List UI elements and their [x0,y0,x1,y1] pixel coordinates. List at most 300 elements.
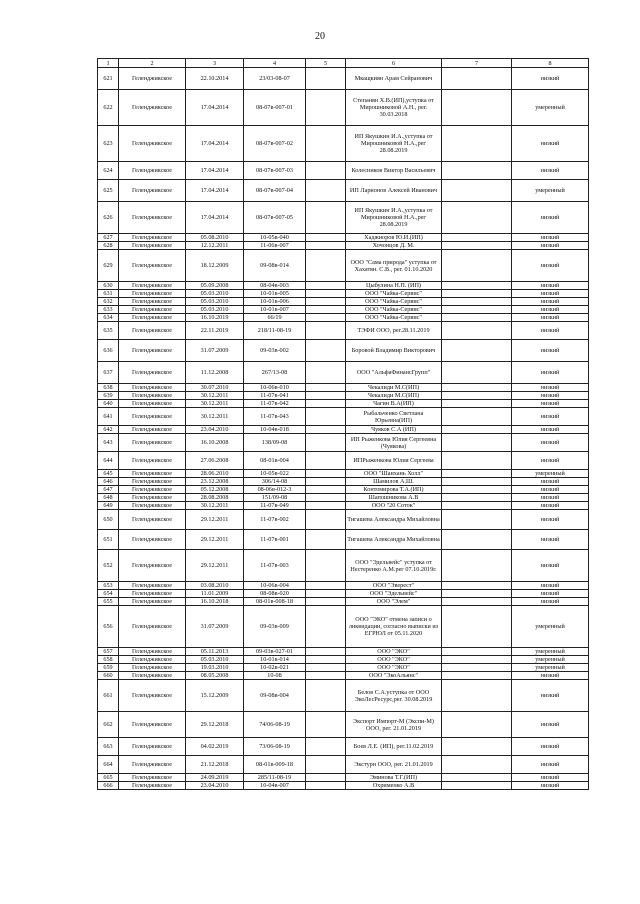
risk-level-cell: низкий [512,314,589,322]
license-number-cell: 11-07в-001 [244,530,306,550]
table-row [98,298,589,306]
region-cell: Геленджикское [119,362,186,384]
table-row [98,340,589,362]
column5-cell [306,486,346,494]
table-row [98,126,589,162]
date-cell: 22.10.2014 [186,68,244,90]
organization-cell: Мкащкиян Арам Сейранович [346,68,442,90]
risk-level-cell: низкий [512,362,589,384]
column7-cell [442,502,512,510]
column7-cell [442,510,512,530]
column5-cell [306,392,346,400]
license-number-cell: 11-07в-042 [244,400,306,408]
risk-level-cell: умеренный [512,90,589,126]
risk-level-cell: умеренный [512,606,589,648]
organization-cell: Чекалиди М.С(ИП) [346,392,442,400]
column7-cell [442,664,512,672]
column5-cell [306,322,346,340]
column-header: 3 [186,59,244,68]
organization-cell: ООО "ЭКО" [346,656,442,664]
column5-cell [306,234,346,242]
license-number-cell: 23/03-08-07 [244,68,306,90]
organization-cell: Боровой Владимир Викторович [346,340,442,362]
risk-level-cell: низкий [512,340,589,362]
date-cell: 17.04.2014 [186,180,244,202]
risk-level-cell: низкий [512,712,589,738]
table-row [98,180,589,202]
license-number-cell: 11-07в-003 [244,550,306,582]
row-number-cell: 636 [98,340,119,362]
risk-level-cell: низкий [512,494,589,502]
risk-level-cell: умеренный [512,470,589,478]
column5-cell [306,290,346,298]
row-number-cell: 624 [98,162,119,180]
region-cell: Геленджикское [119,392,186,400]
region-cell: Геленджикское [119,234,186,242]
date-cell: 17.04.2014 [186,162,244,180]
license-number-cell: 73/06-08-19 [244,738,306,756]
row-number-cell: 655 [98,598,119,606]
column7-cell [442,234,512,242]
date-cell: 19.03.2010 [186,664,244,672]
date-cell: 16.10.2008 [186,434,244,452]
region-cell: Геленджикское [119,550,186,582]
region-cell: Геленджикское [119,162,186,180]
row-number-cell: 623 [98,126,119,162]
table-row [98,606,589,648]
license-number-cell: 10-01в-006 [244,298,306,306]
row-number-cell: 654 [98,590,119,598]
region-cell: Геленджикское [119,680,186,712]
column5-cell [306,452,346,470]
column7-cell [442,486,512,494]
date-cell: 30.12.2011 [186,408,244,426]
column7-cell [442,250,512,282]
license-number-cell: 09-03в-002 [244,340,306,362]
column7-cell [442,656,512,664]
license-number-cell: 10-06в-004 [244,582,306,590]
region-cell: Геленджикское [119,582,186,590]
region-cell: Геленджикское [119,314,186,322]
date-cell: 05.11.2013 [186,648,244,656]
registry-table [97,58,589,790]
column5-cell [306,470,346,478]
column5-cell [306,664,346,672]
region-cell: Геленджикское [119,90,186,126]
license-number-cell: 08-06в-012-3 [244,486,306,494]
organization-cell: ООО "ЭКО" [346,648,442,656]
column7-cell [442,590,512,598]
risk-level-cell: низкий [512,126,589,162]
license-number-cell: 10-01в-005 [244,290,306,298]
date-cell: 16.10.2019 [186,314,244,322]
column7-cell [442,162,512,180]
region-cell: Геленджикское [119,470,186,478]
license-number-cell: 11-07в-002 [244,510,306,530]
column-header: 7 [442,59,512,68]
column5-cell [306,314,346,322]
organization-cell: Цыбулина Н.П. (ИП) [346,282,442,290]
organization-cell: Шамилов А.Ш. [346,478,442,486]
organization-cell: ИП Якушкин И.А.,уступка от Мирошниковой Н.А.,рег 28.08.2019 [346,202,442,234]
column5-cell [306,478,346,486]
column7-cell [442,242,512,250]
table-header-row [98,59,589,68]
column7-cell [442,530,512,550]
row-number-cell: 634 [98,314,119,322]
row-number-cell: 652 [98,550,119,582]
row-number-cell: 645 [98,470,119,478]
table-row [98,672,589,680]
license-number-cell: 08-01в-004 [244,452,306,470]
date-cell: 30.12.2011 [186,392,244,400]
column5-cell [306,426,346,434]
risk-level-cell: низкий [512,478,589,486]
risk-level-cell: низкий [512,408,589,426]
table-row [98,282,589,290]
organization-cell: ООО "Эдельвейс" уступка от Нестеренко А.М.рег 07.10.2019г. [346,550,442,582]
region-cell: Геленджикское [119,290,186,298]
column5-cell [306,550,346,582]
column7-cell [442,202,512,234]
license-number-cell: 10-01в-007 [244,306,306,314]
region-cell: Геленджикское [119,202,186,234]
column7-cell [442,282,512,290]
organization-cell: ООО "Эдельвейс" [346,590,442,598]
table-row [98,590,589,598]
row-number-cell: 649 [98,502,119,510]
table-row [98,648,589,656]
date-cell: 29.12.2011 [186,510,244,530]
column5-cell [306,250,346,282]
table-row [98,680,589,712]
license-number-cell: 08-07в-007-05 [244,202,306,234]
license-number-cell: 10-05в-040 [244,234,306,242]
table-row [98,738,589,756]
date-cell: 11.12.2008 [186,362,244,384]
table-row [98,392,589,400]
risk-level-cell: низкий [512,384,589,392]
column7-cell [442,322,512,340]
table-row [98,242,589,250]
column5-cell [306,162,346,180]
row-number-cell: 642 [98,426,119,434]
organization-cell: ООО "Чайка-Сервис" [346,298,442,306]
row-number-cell: 660 [98,672,119,680]
table-row [98,234,589,242]
organization-cell: ИП Ларионов Алексей Иванович [346,180,442,202]
page-number: 20 [315,31,325,42]
risk-level-cell: низкий [512,510,589,530]
risk-level-cell: низкий [512,598,589,606]
license-number-cell: 08-01в-008-18 [244,598,306,606]
date-cell: 24.09.2019 [186,774,244,782]
row-number-cell: 647 [98,486,119,494]
row-number-cell: 641 [98,408,119,426]
row-number-cell: 657 [98,648,119,656]
table-row [98,452,589,470]
table-row [98,400,589,408]
license-number-cell: 09-08в-004 [244,680,306,712]
date-cell: 30.12.2011 [186,502,244,510]
column7-cell [442,362,512,384]
license-number-cell: 11-07в-049 [244,502,306,510]
risk-level-cell: низкий [512,590,589,598]
organization-cell: ООО "АльфаФинансГрупп" [346,362,442,384]
column5-cell [306,384,346,392]
table-row [98,250,589,282]
risk-level-cell: низкий [512,530,589,550]
column7-cell [442,298,512,306]
risk-level-cell: низкий [512,452,589,470]
region-cell: Геленджикское [119,322,186,340]
column5-cell [306,510,346,530]
column7-cell [442,680,512,712]
date-cell: 05.03.2010 [186,298,244,306]
risk-level-cell: низкий [512,502,589,510]
row-number-cell: 638 [98,384,119,392]
risk-level-cell: низкий [512,582,589,590]
license-number-cell: 10-06в-010 [244,384,306,392]
license-number-cell: 306/14-08 [244,478,306,486]
license-number-cell: 151/09-08 [244,494,306,502]
date-cell: 17.04.2014 [186,90,244,126]
column-header: 4 [244,59,306,68]
risk-level-cell: низкий [512,234,589,242]
row-number-cell: 626 [98,202,119,234]
region-cell: Геленджикское [119,598,186,606]
risk-level-cell: низкий [512,298,589,306]
organization-cell: Чуяков С.А (ИП) [346,426,442,434]
region-cell: Геленджикское [119,434,186,452]
license-number-cell: 08-08в-020 [244,590,306,598]
license-number-cell: 10-02в-021 [244,664,306,672]
column5-cell [306,738,346,756]
risk-level-cell: низкий [512,738,589,756]
date-cell: 23.04.2010 [186,782,244,790]
organization-cell: Хаджиоров Ю.И.(ИП) [346,234,442,242]
risk-level-cell: низкий [512,290,589,298]
license-number-cell: 10-05в-022 [244,470,306,478]
risk-level-cell: низкий [512,680,589,712]
region-cell: Геленджикское [119,672,186,680]
column7-cell [442,306,512,314]
date-cell: 21.12.2018 [186,756,244,774]
risk-level-cell: низкий [512,434,589,452]
row-number-cell: 663 [98,738,119,756]
column-header: 1 [98,59,119,68]
license-number-cell: 267/13-08 [244,362,306,384]
risk-level-cell: низкий [512,242,589,250]
organization-cell: Контомирова Т.А.(ИП) [346,486,442,494]
column5-cell [306,502,346,510]
risk-level-cell: низкий [512,782,589,790]
risk-level-cell: низкий [512,400,589,408]
table-row [98,162,589,180]
region-cell: Геленджикское [119,590,186,598]
organization-cell: Эминова Т.Г.(ИП) [346,774,442,782]
region-cell: Геленджикское [119,486,186,494]
table-row [98,434,589,452]
table-row [98,656,589,664]
column5-cell [306,648,346,656]
organization-cell: Хочонцов Д. М. [346,242,442,250]
organization-cell: ООО "ЭкоАльянс" [346,672,442,680]
row-number-cell: 646 [98,478,119,486]
date-cell: 29.12.2018 [186,712,244,738]
table-row [98,494,589,502]
license-number-cell: 08-07в-007-02 [244,126,306,162]
row-number-cell: 659 [98,664,119,672]
date-cell: 16.10.2018 [186,598,244,606]
license-number-cell: 10-04в-007 [244,782,306,790]
date-cell: 08.05.2008 [186,672,244,680]
column7-cell [442,672,512,680]
table-row [98,510,589,530]
date-cell: 23.12.2008 [186,478,244,486]
table-row [98,426,589,434]
table-row [98,290,589,298]
license-number-cell: 11-07в-041 [244,392,306,400]
column5-cell [306,598,346,606]
region-cell: Геленджикское [119,340,186,362]
risk-level-cell: умеренный [512,180,589,202]
row-number-cell: 622 [98,90,119,126]
license-number-cell: 10-04в-018 [244,426,306,434]
column7-cell [442,400,512,408]
region-cell: Геленджикское [119,298,186,306]
license-number-cell: 08-07в-007-01 [244,90,306,126]
region-cell: Геленджикское [119,664,186,672]
risk-level-cell: низкий [512,756,589,774]
column7-cell [442,712,512,738]
row-number-cell: 656 [98,606,119,648]
date-cell: 05.08.2010 [186,234,244,242]
column5-cell [306,434,346,452]
table-row [98,502,589,510]
date-cell: 27.06.2008 [186,452,244,470]
license-number-cell: 09-03в-009 [244,606,306,648]
row-number-cell: 664 [98,756,119,774]
column7-cell [442,648,512,656]
region-cell: Геленджикское [119,400,186,408]
column7-cell [442,582,512,590]
row-number-cell: 637 [98,362,119,384]
region-cell: Геленджикское [119,648,186,656]
organization-cell: Белов С.А.уступка от ООО ЭкоЛесРесурс,рег. 30.08.2019 [346,680,442,712]
table-row [98,774,589,782]
organization-cell: Колесников Виктор Васильевич [346,162,442,180]
row-number-cell: 632 [98,298,119,306]
organization-cell: Рыбальченко Светлана Юрьевна(ИП) [346,408,442,426]
column7-cell [442,470,512,478]
column7-cell [442,90,512,126]
organization-cell: Экстурн ООО, рег. 21.01.2019 [346,756,442,774]
license-number-cell: 08-04в-003 [244,282,306,290]
organization-cell: Тигашева Александра Михайловна [346,530,442,550]
license-number-cell: 138/09-08 [244,434,306,452]
organization-cell: Тигашева Александра Михайловна [346,510,442,530]
column7-cell [442,756,512,774]
column7-cell [442,68,512,90]
risk-level-cell: низкий [512,162,589,180]
license-number-cell: 10-01в-014 [244,656,306,664]
column7-cell [442,392,512,400]
region-cell: Геленджикское [119,408,186,426]
organization-cell: ООО "Элем" [346,598,442,606]
column5-cell [306,90,346,126]
organization-cell: ТЭФИ ООО, рег.28.11.2019 [346,322,442,340]
organization-cell: ООО "Сама природа" уступка от Хахатян. С.В., рег. 01.10.2020 [346,250,442,282]
date-cell: 11.01.2009 [186,590,244,598]
organization-cell: ООО "ЭКО" [346,664,442,672]
license-number-cell: 08-07в-007-03 [244,162,306,180]
table-row [98,384,589,392]
row-number-cell: 653 [98,582,119,590]
organization-cell: ООО "Шанхань Холл" [346,470,442,478]
column7-cell [442,494,512,502]
column5-cell [306,672,346,680]
date-cell: 12.12.2011 [186,242,244,250]
region-cell: Геленджикское [119,68,186,90]
table-row [98,782,589,790]
column5-cell [306,68,346,90]
table-row [98,712,589,738]
date-cell: 22.11.2019 [186,322,244,340]
column5-cell [306,180,346,202]
row-number-cell: 665 [98,774,119,782]
row-number-cell: 627 [98,234,119,242]
table-row [98,756,589,774]
license-number-cell: 285/11-08-19 [244,774,306,782]
row-number-cell: 631 [98,290,119,298]
organization-cell: ООО "ЭКО" отмена записи о ликвидации, согласно выписки из ЕГРЮЛ от 05.11.2020 [346,606,442,648]
license-number-cell: 74/06-08-19 [244,712,306,738]
region-cell: Геленджикское [119,712,186,738]
table-row [98,550,589,582]
risk-level-cell: низкий [512,306,589,314]
risk-level-cell: низкий [512,282,589,290]
license-number-cell: 08-07в-007-04 [244,180,306,202]
region-cell: Геленджикское [119,738,186,756]
risk-level-cell: умеренный [512,664,589,672]
organization-cell: ООО "Эверест" [346,582,442,590]
table-row [98,306,589,314]
column7-cell [442,738,512,756]
column5-cell [306,408,346,426]
region-cell: Геленджикское [119,510,186,530]
region-cell: Геленджикское [119,282,186,290]
table-row [98,68,589,90]
row-number-cell: 630 [98,282,119,290]
table-row [98,664,589,672]
organization-cell: ООО "20 Соток" [346,502,442,510]
table-row [98,486,589,494]
column5-cell [306,590,346,598]
row-number-cell: 628 [98,242,119,250]
region-cell: Геленджикское [119,494,186,502]
region-cell: Геленджикское [119,774,186,782]
license-number-cell: 09-08в-014 [244,250,306,282]
column5-cell [306,530,346,550]
date-cell: 03.08.2010 [186,582,244,590]
organization-cell: ООО "Чайка-Сервис" [346,314,442,322]
column7-cell [442,314,512,322]
date-cell: 30.12.2011 [186,400,244,408]
date-cell: 17.04.2014 [186,126,244,162]
risk-level-cell: умеренный [512,648,589,656]
column7-cell [442,340,512,362]
